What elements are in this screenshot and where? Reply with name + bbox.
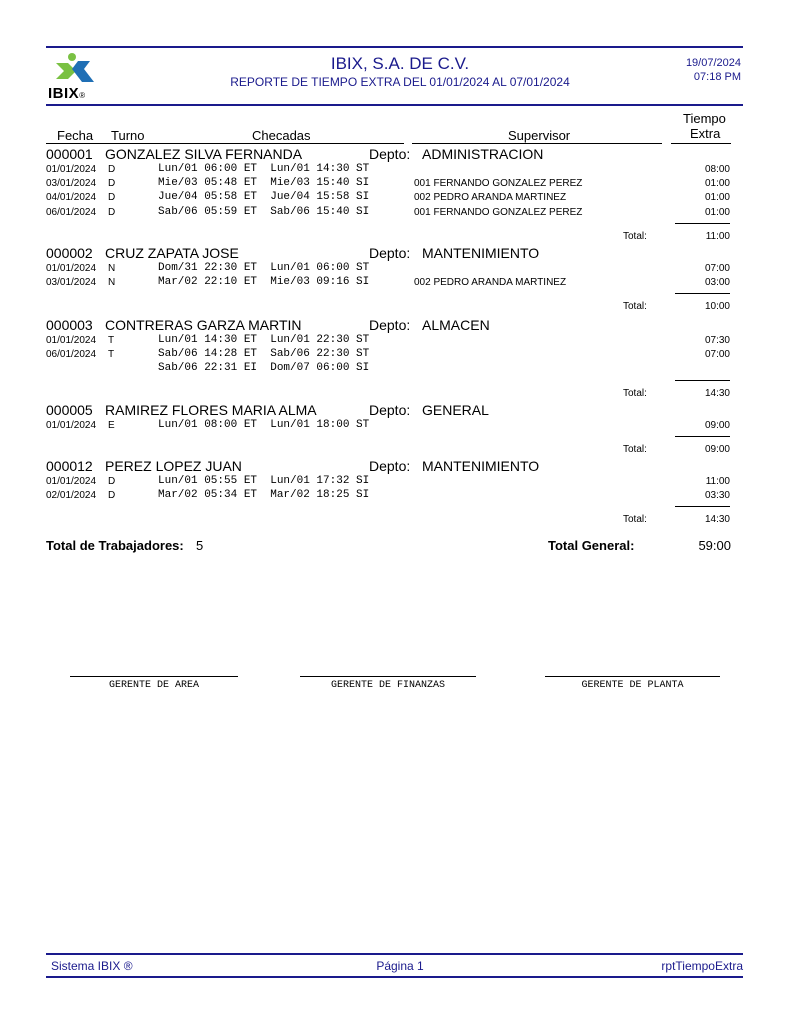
total-label: Total: [623,301,647,313]
row-extra: 09:00 [704,420,730,431]
company-name: IBIX, S.A. DE C.V. [330,54,470,73]
signature-line-planta [545,676,720,677]
row-extra: 11:00 [705,476,730,487]
row-checadas: Sab/06 22:31 EI Dom/07 06:00 SI [158,362,370,375]
total-rule [675,223,730,224]
department-name: MANTENIMIENTO [422,458,540,474]
employee-total: 11:00 [705,230,730,242]
total-label: Total: [623,514,647,526]
depto-label: Depto: [369,458,411,474]
row-fecha: 02/01/2024 [46,490,97,502]
row-extra: 01:00 [704,192,730,204]
total-rule [675,436,730,437]
row-fecha: 04/01/2024 [46,192,97,204]
row-fecha: 03/01/2024 [46,178,97,190]
row-fecha: 01/01/2024 [46,263,97,274]
employee-id: 000005 [46,402,93,418]
logo-wordmark: IBIX® [48,85,86,102]
footer-report-id: rptTiempoExtra [661,959,743,973]
row-turno: D [108,164,116,175]
employee-total: 09:00 [704,444,730,456]
depto-label: Depto: [369,245,411,261]
row-supervisor: 002 PEDRO ARANDA MARTINEZ [414,192,567,204]
row-turno: N [108,277,116,289]
row-checadas: Mar/02 22:10 ET Mie/03 09:16 SI [158,276,370,289]
department-name: ALMACEN [422,317,490,333]
row-extra: 07:00 [704,349,730,361]
department-name: MANTENIMIENTO [422,245,540,261]
employee-id: 000012 [46,458,93,474]
row-checadas: Dom/31 22:30 ET Lun/01 06:00 ST [158,262,370,274]
col-header-rule-supervisor [412,143,662,144]
row-extra: 03:30 [704,490,730,502]
total-label: Total: [623,230,647,242]
row-checadas: Lun/01 05:55 ET Lun/01 17:32 SI [158,475,370,487]
employee-name: PEREZ LOPEZ JUAN [105,458,242,474]
row-extra: 07:30 [704,335,730,346]
row-fecha: 06/01/2024 [46,206,97,218]
signature-label-planta: GERENTE DE PLANTA [581,680,684,691]
row-extra: 01:00 [704,206,730,218]
row-turno: T [108,335,115,346]
row-extra: 01:00 [704,178,730,190]
row-fecha: 01/01/2024 [46,164,97,175]
report-time: 07:18 PM [693,71,741,83]
employee-total: 14:30 [704,387,730,399]
row-checadas: Sab/06 14:28 ET Sab/06 22:30 ST [158,348,370,361]
row-checadas: Lun/01 06:00 ET Lun/01 14:30 ST [158,163,370,175]
depto-label: Depto: [369,317,411,333]
depto-label: Depto: [369,146,411,162]
col-header-checadas: Checadas [252,128,311,143]
row-fecha: 03/01/2024 [46,277,97,289]
row-turno: N [108,263,116,274]
row-turno: D [108,206,116,218]
row-extra: 08:00 [704,164,730,175]
total-label: Total: [623,444,647,456]
row-fecha: 01/01/2024 [46,420,97,431]
footer-system: Sistema IBIX ® [51,959,133,973]
signature-label-area: GERENTE DE AREA [108,680,199,691]
total-trabajadores-value: 5 [196,538,204,553]
row-checadas: Lun/01 14:30 ET Lun/01 22:30 ST [158,334,370,346]
total-label: Total: [623,387,647,399]
total-general-label: Total General: [548,538,635,553]
signature-line-finanzas [300,676,476,677]
total-trabajadores-label: Total de Trabajadores: [46,538,184,553]
row-supervisor: 002 PEDRO ARANDA MARTINEZ [414,277,567,289]
col-header-rule-left [46,143,404,144]
row-fecha: 01/01/2024 [46,476,97,487]
row-fecha: 06/01/2024 [46,349,97,361]
employee-total: 10:00 [704,301,730,313]
report-date: 19/07/2024 [685,57,741,69]
row-extra: 03:00 [704,277,730,289]
col-header-turno: Turno [111,128,145,143]
row-turno: D [108,178,116,190]
row-supervisor: 001 FERNANDO GONZALEZ PEREZ [414,206,583,218]
row-turno: D [108,476,116,487]
signature-label-finanzas: GERENTE DE FINANZAS [330,680,446,691]
employee-total: 14:30 [704,514,730,526]
employee-id: 000002 [46,245,93,261]
employee-name: CONTRERAS GARZA MARTIN [105,317,302,333]
col-header-supervisor: Supervisor [508,128,571,143]
total-rule [675,380,730,381]
footer-page: Página 1 [376,959,424,973]
total-rule [675,506,730,507]
col-header-extra: Extra [690,126,721,141]
row-turno: E [108,420,115,431]
row-checadas: Jue/04 05:58 ET Jue/04 15:58 SI [158,191,370,204]
company-logo [46,52,106,102]
department-name: GENERAL [422,402,489,418]
employee-name: CRUZ ZAPATA JOSE [105,245,239,261]
row-checadas: Mie/03 05:48 ET Mie/03 15:40 SI [158,177,370,190]
header-bottom-rule [46,104,743,106]
row-extra: 07:00 [704,263,730,274]
row-fecha: 01/01/2024 [46,335,97,346]
depto-label: Depto: [369,402,411,418]
row-checadas: Lun/01 08:00 ET Lun/01 18:00 ST [158,419,370,431]
employee-name: RAMIREZ FLORES MARIA ALMA [105,402,317,418]
total-general-value: 59:00 [698,538,731,553]
col-header-fecha: Fecha [57,128,94,143]
employee-id: 000003 [46,317,93,333]
row-turno: T [108,349,115,361]
footer-bottom-rule [46,976,743,978]
signature-line-area [70,676,238,677]
employee-id: 000001 [46,146,93,162]
header-top-rule [46,46,743,48]
row-turno: D [108,192,116,204]
row-supervisor: 001 FERNANDO GONZALEZ PEREZ [414,178,583,190]
col-header-tiempo: Tiempo [683,111,726,126]
employee-name: GONZALEZ SILVA FERNANDA [105,146,303,162]
footer-top-rule [46,953,743,955]
department-name: ADMINISTRACION [422,146,544,162]
total-rule [675,293,730,294]
row-turno: D [108,490,116,502]
ibix-logo-icon [46,52,106,86]
row-checadas: Mar/02 05:34 ET Mar/02 18:25 SI [158,489,370,502]
col-header-rule-extra [671,143,731,144]
row-checadas: Sab/06 05:59 ET Sab/06 15:40 SI [158,205,370,218]
report-title: REPORTE DE TIEMPO EXTRA DEL 01/01/2024 AL 07/01/2024 [230,75,570,89]
